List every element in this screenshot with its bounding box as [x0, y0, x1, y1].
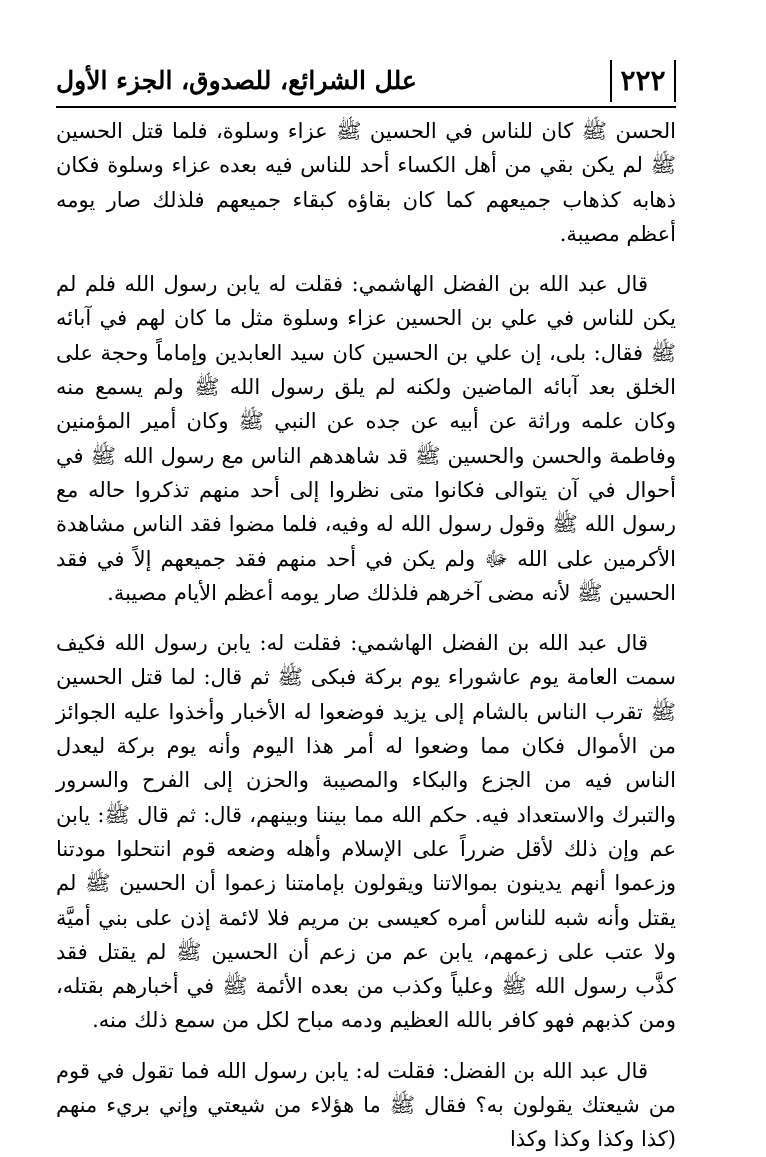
page-header — [56, 56, 676, 108]
book-title: علل الشرائع، للصدوق، الجزء الأول — [56, 66, 417, 95]
paragraph-1: الحسن ﷺ كان للناس في الحسين ﷺ عزاء وسلوة، فلما قتل الحسين ﷺ لم يكن بقي من أهل الكساء أحد للناس فيه بعده عزاء وسلوة فكان ذهابه كذهاب جميعهم كما كان بقاؤه كبقاء جميعهم فلذلك صار يومه أعظم مصيبة. — [56, 119, 676, 246]
page-body — [56, 114, 676, 1157]
page-number: ٢٢٢ — [610, 60, 676, 102]
paragraph-gap — [56, 610, 676, 626]
paragraph-gap — [56, 1038, 676, 1054]
paragraph-gap — [56, 251, 676, 267]
paragraph-4: قال عبد الله بن الفضل: فقلت له: يابن رسول الله فما تقول في قوم من شيعتك يقولون به؟ فقال ﷺ ما هؤلاء من شيعتي وإني بريء منهم (كذا وكذا وكذا وكذا — [56, 1058, 676, 1152]
paragraph-2: قال عبد الله بن الفضل الهاشمي: فقلت له يابن رسول الله فلم لم يكن للناس في علي بن الحسين عزاء وسلوة مثل ما كان لهم في آبائه ﷺ فقال: بلى، إن علي بن الحسين كان سيد العابدين وإماماً وحجة على الخلق بعد آبائه الماضين ولكنه لم يلق رسول الله ﷺ ولم يسمع منه وكان علمه وراثة عن أبيه عن جده عن النبي ﷺ وكان أمير المؤمنين وفاطمة والحسن والحسين ﷺ قد شاهدهم الناس مع رسول الله ﷺ في أحوال في آن يتوالى فكانوا متى نظروا إلى أحد منهم تذكروا حاله مع رسول الله ﷺ وقول رسول الله له وفيه، فلما مضوا فقد الناس مشاهدة الأكرمين على الله ﷻ ولم يكن في أحد منهم فقد جميعهم إلاً في فقد الحسين ﷺ لأنه مضى آخرهم فلذلك صار يومه أعظم الأيام مصيبة. — [56, 272, 676, 605]
paragraph-3: قال عبد الله بن الفضل الهاشمي: فقلت له: يابن رسول الله فكيف سمت العامة يوم عاشوراء يوم بركة فبكى ﷺ ثم قال: لما قتل الحسين ﷺ تقرب الناس بالشام إلى يزيد فوضعوا له الأخبار وأخذوا عليه الجوائز من الأموال فكان مما وضعوا له أمر هذا اليوم وأنه يوم بركة ليعدل الناس فيه من الجزع والبكاء والمصيبة والحزن إلى الفرح والسرور والتبرك والاستعداد فيه. حكم الله مما بيننا وبينهم، قال: ثم قال ﷺ: يابن عم وإن ذلك لأقل ضرراً على الإسلام وأهله وضعه قوم انتحلوا مودتنا وزعموا أنهم يدينون بموالاتنا ويقولون بإمامتنا زعموا أن الحسين ﷺ لم يقتل وأنه شبه للناس أمره كعيسى بن مريم فلا لائمة إذن على بني أميَّة ولا عتب على زعمهم، يابن عم من زعم أن الحسين ﷺ لم يقتل فقد كذَّب رسول الله ﷺ وعلياً وكذب من بعده الأئمة ﷺ في أخبارهم بقتله، ومن كذبهم فهو كافر بالله العظيم ودمه مباح لكل من سمع ذلك منه. — [56, 631, 676, 1033]
